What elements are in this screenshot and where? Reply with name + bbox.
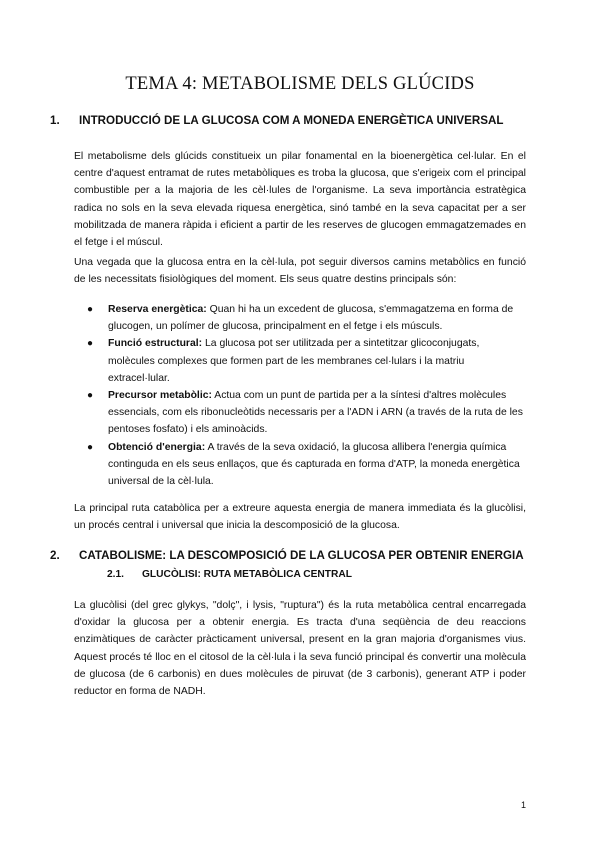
list-item (74, 439, 526, 491)
bullet-term: Precursor metabòlic: (108, 390, 212, 402)
bullet-text: La glucosa pot ser utilitzada per a sintetitzar glicoconjugats, molècules complexes que formen part de les membranes cel·lulars i la matriu extracel·lular. (108, 338, 480, 384)
bullet-icon: ● (87, 441, 94, 453)
bullet-icon: ● (87, 304, 94, 315)
section-1-title: INTRODUCCIÓ DE LA GLUCOSA COM A MONEDA ENERGÈTICA UNIVERSAL (79, 114, 504, 127)
document-title: TEMA 4: METABOLISME DELS GLÚCIDS (125, 74, 475, 94)
section-1-paragraph-1: El metabolisme dels glúcids constitueix un pilar fonamental en la bioenergètica cel·lular. En el centre d'aquest entramat de rutes metabòliques es troba la glucosa, que s'erigeix com el principal combustible per a la majoria de les cèl·lules de l'organisme. La seva importància estratègica radica no sols en la seva elevada riquesa energètica, sinó també en la seva capacitat per a ser mobilitzada de manera ràpida i eficient a partir de les reserves de glucogen emmagatzemades en el fetge i el múscul. (74, 151, 526, 249)
bullet-icon: ● (87, 338, 94, 350)
bullet-text: A través de la seva oxidació, la glucosa allibera l'energia química continguda en els seus enllaços, que és capturada en forma d'ATP, la moneda energètica universal de la cèl·lula. (108, 441, 520, 488)
section-1-paragraph-2: Una vegada que la glucosa entra en la cèl·lula, pot seguir diversos camins metabòlics en funció de les necessitats fisiològiques del moment. Els seus quatre destins principals són: (74, 257, 526, 286)
bullet-text: Actua com un punt de partida per a la síntesi d'altres molècules essencials, com els ribonucleòtids necessaris per a l'ADN i ARN (a través de la ruta de les pentoses fosfato) i els aminoàcids. (108, 390, 523, 436)
section-2-paragraph-1: La glucòlisi (del grec glykys, "dolç", i lysis, "ruptura") és la ruta metabòlica central encarregada d'oxidar la glucosa per a obtenir energia. Es tracta d'una seqüència de deu reaccions enzimàtiques de caràcter pràcticament universal, present en la gran majoria d'organismes vius. Aquest procés té lloc en el citosol de la cèl·lula i la seva funció principal és convertir una molècula de glucosa (de 6 carbonis) en dues molècules de piruvat (de 3 carbonis), generant ATP i poder reductor en forma de NADH. (74, 600, 526, 698)
list-item (74, 387, 526, 439)
section-2-heading (50, 549, 570, 562)
bullet-term: Obtenció d'energia: (108, 441, 206, 453)
destinations-list (74, 301, 526, 490)
bullet-text: Quan hi ha un excedent de glucosa, s'emmagatzema en forma de glucogen, un polímer de glucosa, principalment en el fetge i els músculs. (108, 304, 514, 333)
section-1-heading (50, 114, 570, 127)
bullet-term: Funció estructural: (108, 338, 203, 350)
subsection-2-1-heading (107, 569, 352, 580)
list-item (74, 335, 526, 387)
subsection-2-1-title: GLUCÒLISI: RUTA METABÒLICA CENTRAL (142, 569, 352, 580)
section-1-number: 1. (50, 114, 60, 127)
list-item (74, 301, 526, 335)
subsection-2-1-number: 2.1. (107, 569, 124, 580)
bullet-term: Reserva energètica: (108, 304, 207, 315)
section-2-number: 2. (50, 549, 60, 562)
page-number: 1 (520, 800, 526, 810)
section-1-paragraph-3: La principal ruta catabòlica per a extreure aquesta energia de manera immediata és la glucòlisi, un procés central i universal que inicia la descomposició de la glucosa. (74, 503, 526, 532)
section-2-title: CATABOLISME: LA DESCOMPOSICIÓ DE LA GLUCOSA PER OBTENIR ENERGIA (79, 549, 524, 562)
bullet-icon: ● (87, 390, 94, 402)
